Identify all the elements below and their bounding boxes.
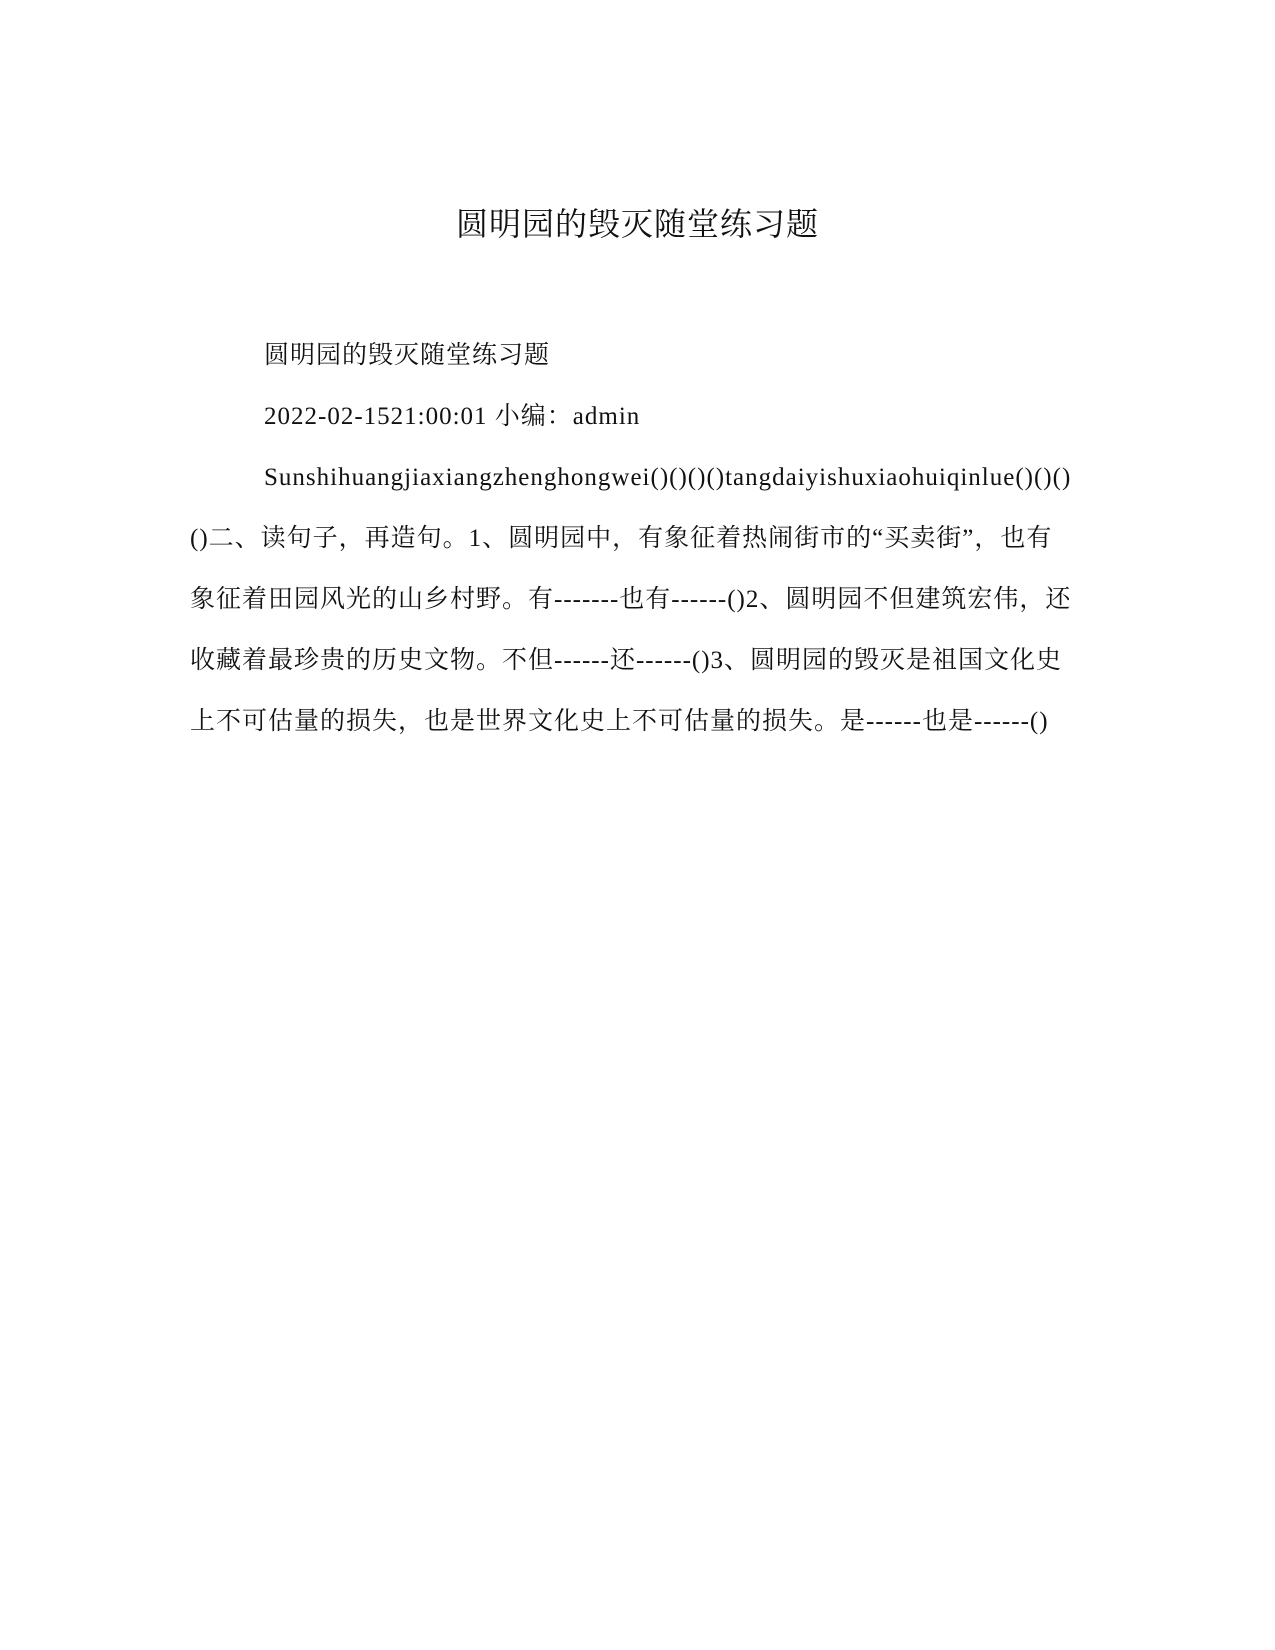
subtitle-paragraph: 圆明园的毁灭随堂练习题 — [264, 342, 551, 369]
exercise-paragraph: Sunshihuangjiaxiangzhenghongwei()()()()tangdaiyishuxiaohuiqinlue()()()()二、读句子，再造句。1、圆明园中，有象征着热闹街市的“买卖街”，也有象征着田园风光的山乡村野。有-------也有------()2、圆明园不但建筑宏伟，还收藏着最珍贵的历史文物。不但------还------()3、圆明园的毁灭是祖国文化史上不可估量的损失，也是世界文化史上不可估量的损失。是------也是------() — [190, 464, 1072, 735]
document-body — [190, 325, 1075, 752]
document-title: 圆明园的毁灭随堂练习题 — [455, 205, 819, 243]
meta-paragraph: 2022-02-1521:00:01 小编：admin — [264, 403, 641, 430]
